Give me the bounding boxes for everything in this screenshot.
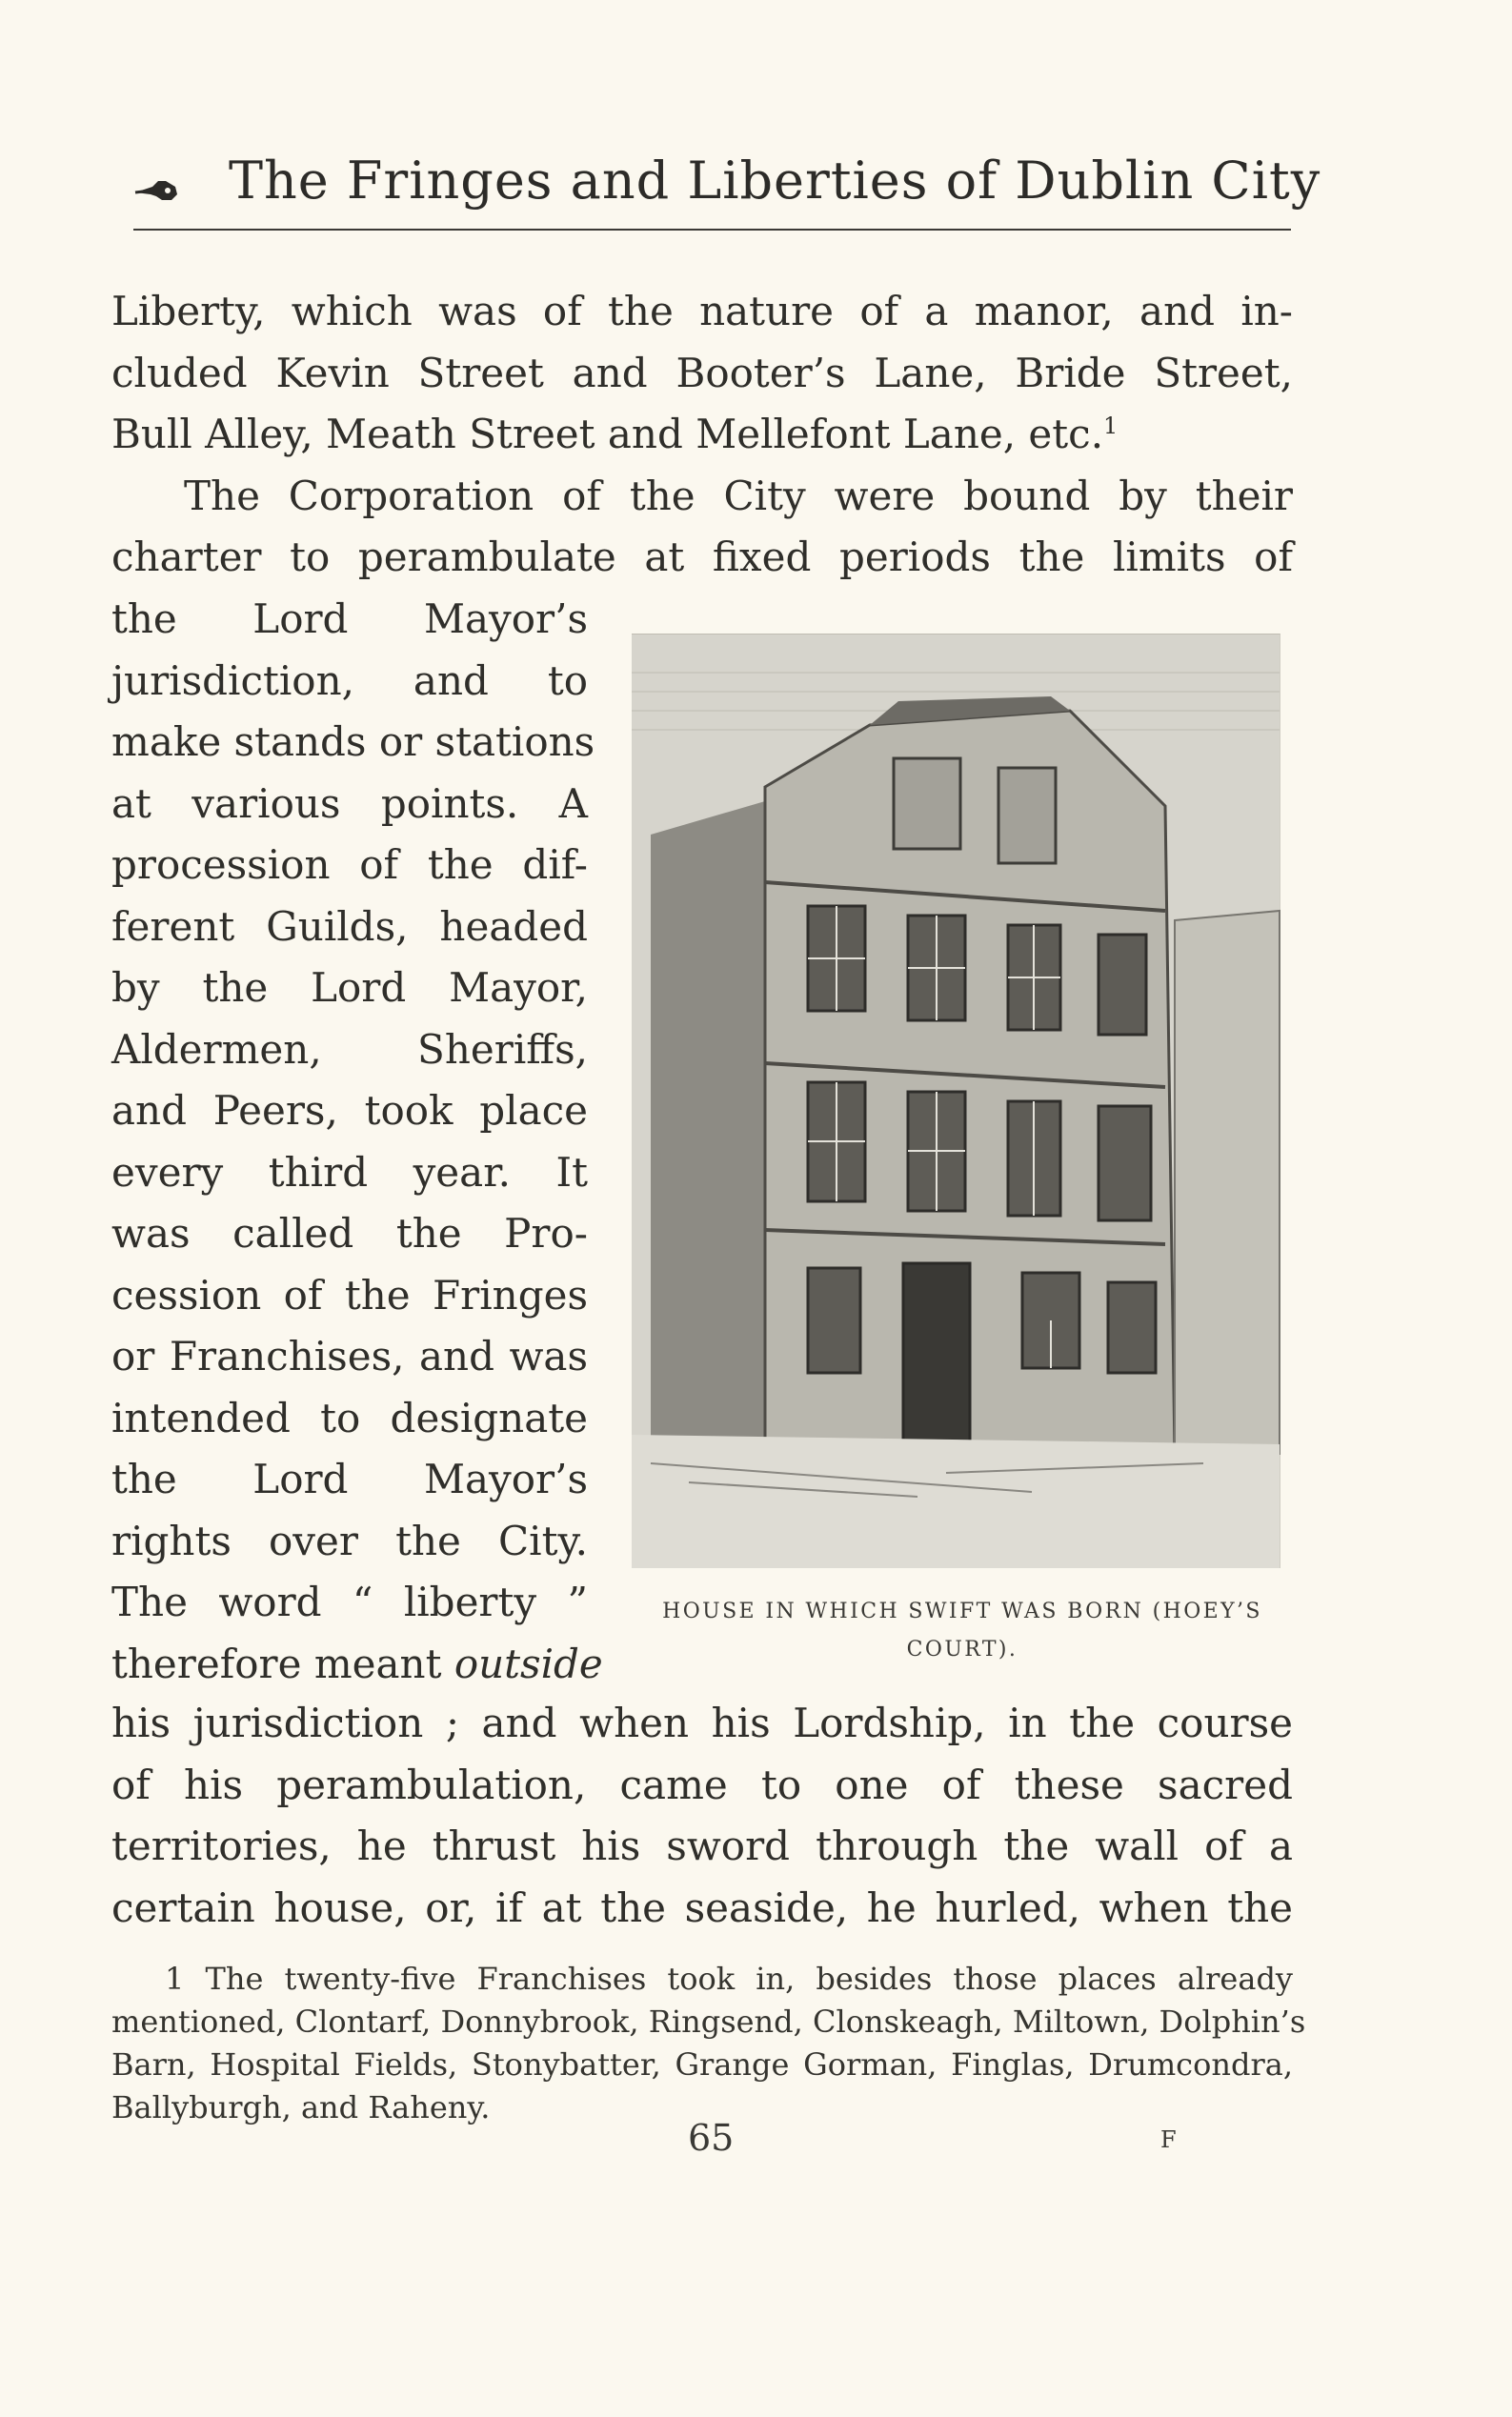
- italic-word: outside: [454, 1640, 603, 1687]
- text-line: charter to perambulate at fixed periods the limits of: [111, 534, 1293, 580]
- text-line: Bull Alley, Meath Street and Mellefont Lane, etc.$^1$: [111, 411, 1119, 457]
- text-line: certain house, or, if at the seaside, he hurled, when the: [111, 1883, 1293, 1931]
- footnote-line: mentioned, Clontarf, Donnybrook, Ringsend, Clonskeagh, Miltown, Dolphin’s: [111, 2004, 1306, 2040]
- footnote-line: 1 The twenty-five Franchises took in, besides those places already: [165, 1961, 1294, 1997]
- text-line: ferent Guilds, headed: [111, 902, 588, 950]
- footnote: [111, 1958, 1306, 2129]
- text-line: rights over the City.: [111, 1517, 588, 1564]
- signature-mark: F: [1160, 2126, 1177, 2153]
- text-line: Aldermen, Sheriffs,: [111, 1025, 588, 1073]
- text-line: his jurisdiction ; and when his Lordship, in the course: [111, 1700, 1293, 1746]
- figure-caption: [629, 1593, 1296, 1669]
- text-line: The word “ liberty ”: [111, 1579, 588, 1625]
- caption-line: HOUSE IN WHICH SWIFT WAS BORN (HOEY’S: [662, 1600, 1262, 1623]
- footnote-marker: 1: [165, 1961, 185, 1997]
- figure: [629, 634, 1286, 1567]
- footnote-line: Ballyburgh, and Raheny.: [111, 2089, 491, 2125]
- text-line: the Lord Mayor’s: [111, 1456, 588, 1502]
- footnote-reference: 1: [1103, 413, 1119, 439]
- text-line: at various points. A: [111, 779, 588, 827]
- house-engraving-illustration: [632, 634, 1280, 1568]
- running-header: [133, 143, 1321, 231]
- text-line: every third year. It: [111, 1148, 588, 1196]
- paragraph-top: [111, 281, 1293, 589]
- footnote-line: Barn, Hospital Fields, Stonybatter, Grange Gorman, Finglas, Drumcondra,: [111, 2046, 1293, 2083]
- text-line: cession of the Fringes: [111, 1271, 588, 1319]
- text-line: by the Lord Mayor,: [111, 964, 588, 1011]
- text-line: jurisdiction, and to: [111, 656, 588, 704]
- text-line: Liberty, which was of the nature of a manor, and in-: [111, 288, 1293, 334]
- paragraph-bottom: [111, 1693, 1293, 1939]
- pointing-hand-icon: [133, 170, 181, 208]
- text-line: the Lord Mayor’s: [111, 595, 588, 642]
- text-line: was called the Pro-: [111, 1210, 588, 1257]
- text-line: The Corporation of the City were bound by their: [184, 472, 1293, 519]
- text-line: make stands or stations: [111, 718, 595, 765]
- caption-line: COURT).: [906, 1638, 1018, 1662]
- text-line: procession of the dif-: [111, 841, 588, 888]
- page-number: 65: [688, 2117, 735, 2159]
- text-line: cluded Kevin Street and Booter’s Lane, Bride Street,: [111, 349, 1293, 396]
- page-header-title: The Fringes and Liberties of Dublin City: [229, 151, 1321, 211]
- text-line: therefore meant outside: [111, 1640, 603, 1687]
- text-line: or Franchises, and was: [111, 1333, 588, 1380]
- text-line: of his perambulation, came to one of these sacred: [111, 1761, 1293, 1808]
- text-line: intended to designate: [111, 1394, 588, 1441]
- text-line: and Peers, took place: [111, 1087, 588, 1134]
- paragraph-narrow-column: [111, 589, 603, 1695]
- text-line: territories, he thrust his sword through the wall of a: [111, 1823, 1293, 1869]
